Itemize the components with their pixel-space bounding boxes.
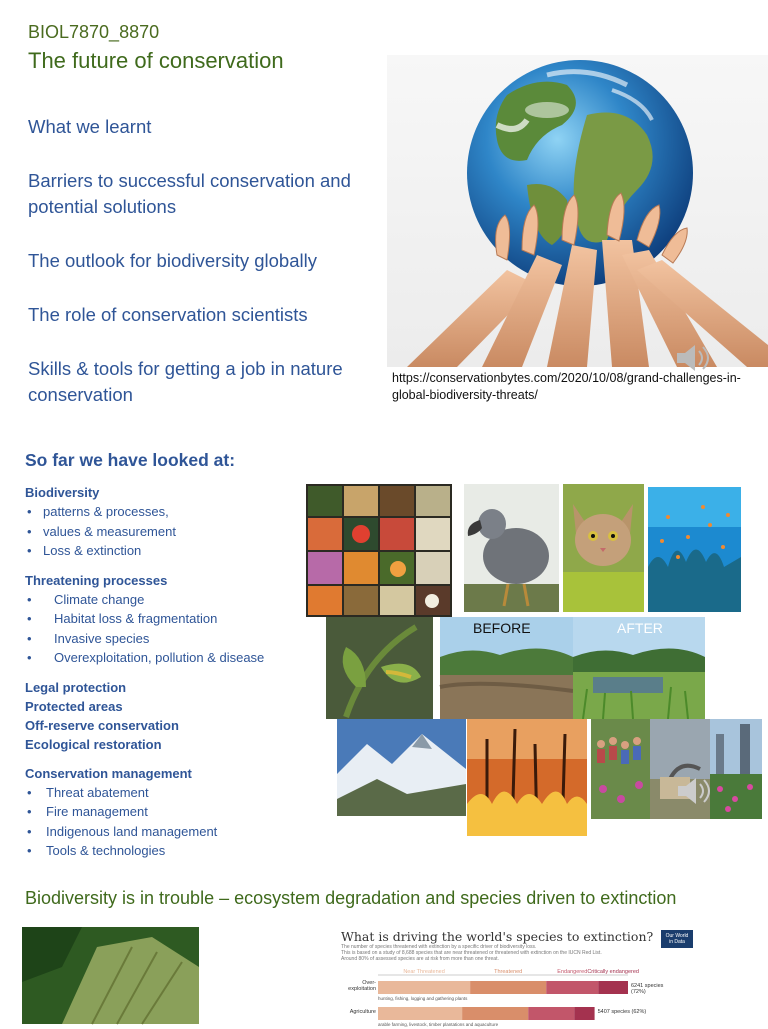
- slide-so-far-looked-at: [0, 438, 768, 878]
- topic-item: The outlook for biodiversity globally: [28, 250, 317, 271]
- deforestation-aerial-photo: [22, 927, 199, 1024]
- slide-biodiversity-in-trouble: [0, 880, 768, 1027]
- list-item: • Overexploitation, pollution & disease: [27, 650, 265, 665]
- topic-item: What we learnt: [28, 116, 152, 137]
- audio-speaker-icon[interactable]: [678, 778, 714, 808]
- globe-held-by-hands-photo: [387, 55, 768, 367]
- list-item: • Indigenous land management: [27, 823, 218, 839]
- list-item: • Habitat loss & fragmentation: [27, 611, 218, 626]
- group-heading-restoration: Ecological restoration: [25, 736, 162, 752]
- legend-label: Critically endangered: [587, 969, 639, 975]
- group-heading-management: Conservation management: [25, 765, 192, 781]
- category-subtitle: arable farming, livestock, timber plantations and aquaculture: [378, 1022, 499, 1027]
- share-label: (72%): [631, 989, 646, 995]
- group-heading-protected-areas: Protected areas: [25, 698, 123, 714]
- image-source-link[interactable]: https://conservationbytes.com/2020/10/08/grand-challenges-in-global-biodiversity-threats/: [392, 371, 741, 402]
- chart-note: This is based on a study of 8,688 species that are near threatened or threatened with extinction on the IUCN Red List.: [341, 950, 602, 956]
- fungi-collage-photo: [306, 484, 452, 617]
- topic-item: Barriers to successful conservation and potential solutions: [28, 170, 351, 217]
- bar-segment: [574, 1007, 594, 1020]
- chart-plot: [336, 927, 704, 1027]
- insect-on-plant-photo: [326, 617, 433, 719]
- slide-title: The future of conservation: [28, 48, 284, 73]
- bar-segment: [378, 981, 470, 994]
- group-heading-legal-protection: Legal protection: [25, 679, 127, 695]
- category-label: exploitation: [348, 986, 376, 992]
- extinction-drivers-chart: [336, 927, 704, 1027]
- list-item: • values & measurement: [27, 523, 176, 539]
- community-group-photo: [591, 719, 650, 819]
- bar-segment: [462, 1007, 528, 1020]
- section-heading: So far we have looked at:: [25, 450, 236, 470]
- bar-segment: [546, 981, 598, 994]
- list-item: • Climate change: [27, 591, 145, 607]
- total-label: 5407 species (62%): [597, 1009, 647, 1015]
- chart-note: Around 80% of assessed species are at risk from more than one threat.: [341, 956, 499, 962]
- category-subtitle: hunting, fishing, logging and gathering plants: [378, 996, 468, 1001]
- category-label: Agriculture: [349, 1009, 376, 1015]
- chart-note: The number of species threatened with extinction by a specific driver of biodiversity loss.: [341, 944, 537, 950]
- chart-title: What is driving the world's species to extinction?: [341, 929, 654, 944]
- topics-list: [25, 483, 315, 861]
- list-item: • Tools & technologies: [27, 843, 166, 858]
- bar-segment: [378, 1007, 462, 1020]
- bar-segment: [598, 981, 628, 994]
- section-heading: Biodiversity is in trouble – ecosystem degradation and species driven to extinction: [25, 888, 677, 908]
- list-item: • Threat abatement: [27, 784, 149, 800]
- legend-label: Endangered: [557, 969, 588, 975]
- course-code: BIOL7870_8870: [28, 22, 160, 42]
- list-item: • Invasive species: [27, 630, 150, 646]
- list-item: • Fire management: [27, 804, 148, 819]
- bushfire-photo: [467, 719, 587, 836]
- dodo-bird-photo: [464, 484, 559, 612]
- before-label: BEFORE: [473, 620, 531, 636]
- our-world-in-data-logo: Our World in Data: [661, 930, 693, 948]
- feral-cat-photo: [563, 484, 644, 612]
- topic-item: Skills & tools for getting a job in nature conservation: [28, 358, 343, 405]
- after-label: AFTER: [617, 620, 663, 636]
- legend-label: Threatened: [494, 969, 523, 975]
- legend-label: Near Threatened: [403, 969, 445, 975]
- group-heading-threats: Threatening processes: [25, 572, 168, 588]
- total-label: 6241 species: [631, 983, 664, 989]
- topic-item: The role of conservation scientists: [28, 304, 308, 325]
- list-item: • patterns & processes,: [27, 504, 169, 519]
- group-heading-biodiversity: Biodiversity: [25, 485, 100, 500]
- bar-segment: [470, 981, 546, 994]
- group-heading-off-reserve: Off-reserve conservation: [25, 717, 179, 733]
- coral-reef-photo: [648, 487, 741, 612]
- slide-future-of-conservation: [0, 0, 768, 430]
- alpine-snow-mountains-photo: [337, 719, 466, 816]
- bar-segment: [528, 1007, 574, 1020]
- list-item: • Loss & extinction: [27, 543, 142, 558]
- urban-garden-photo: [710, 719, 762, 819]
- category-label: Over-: [362, 980, 376, 986]
